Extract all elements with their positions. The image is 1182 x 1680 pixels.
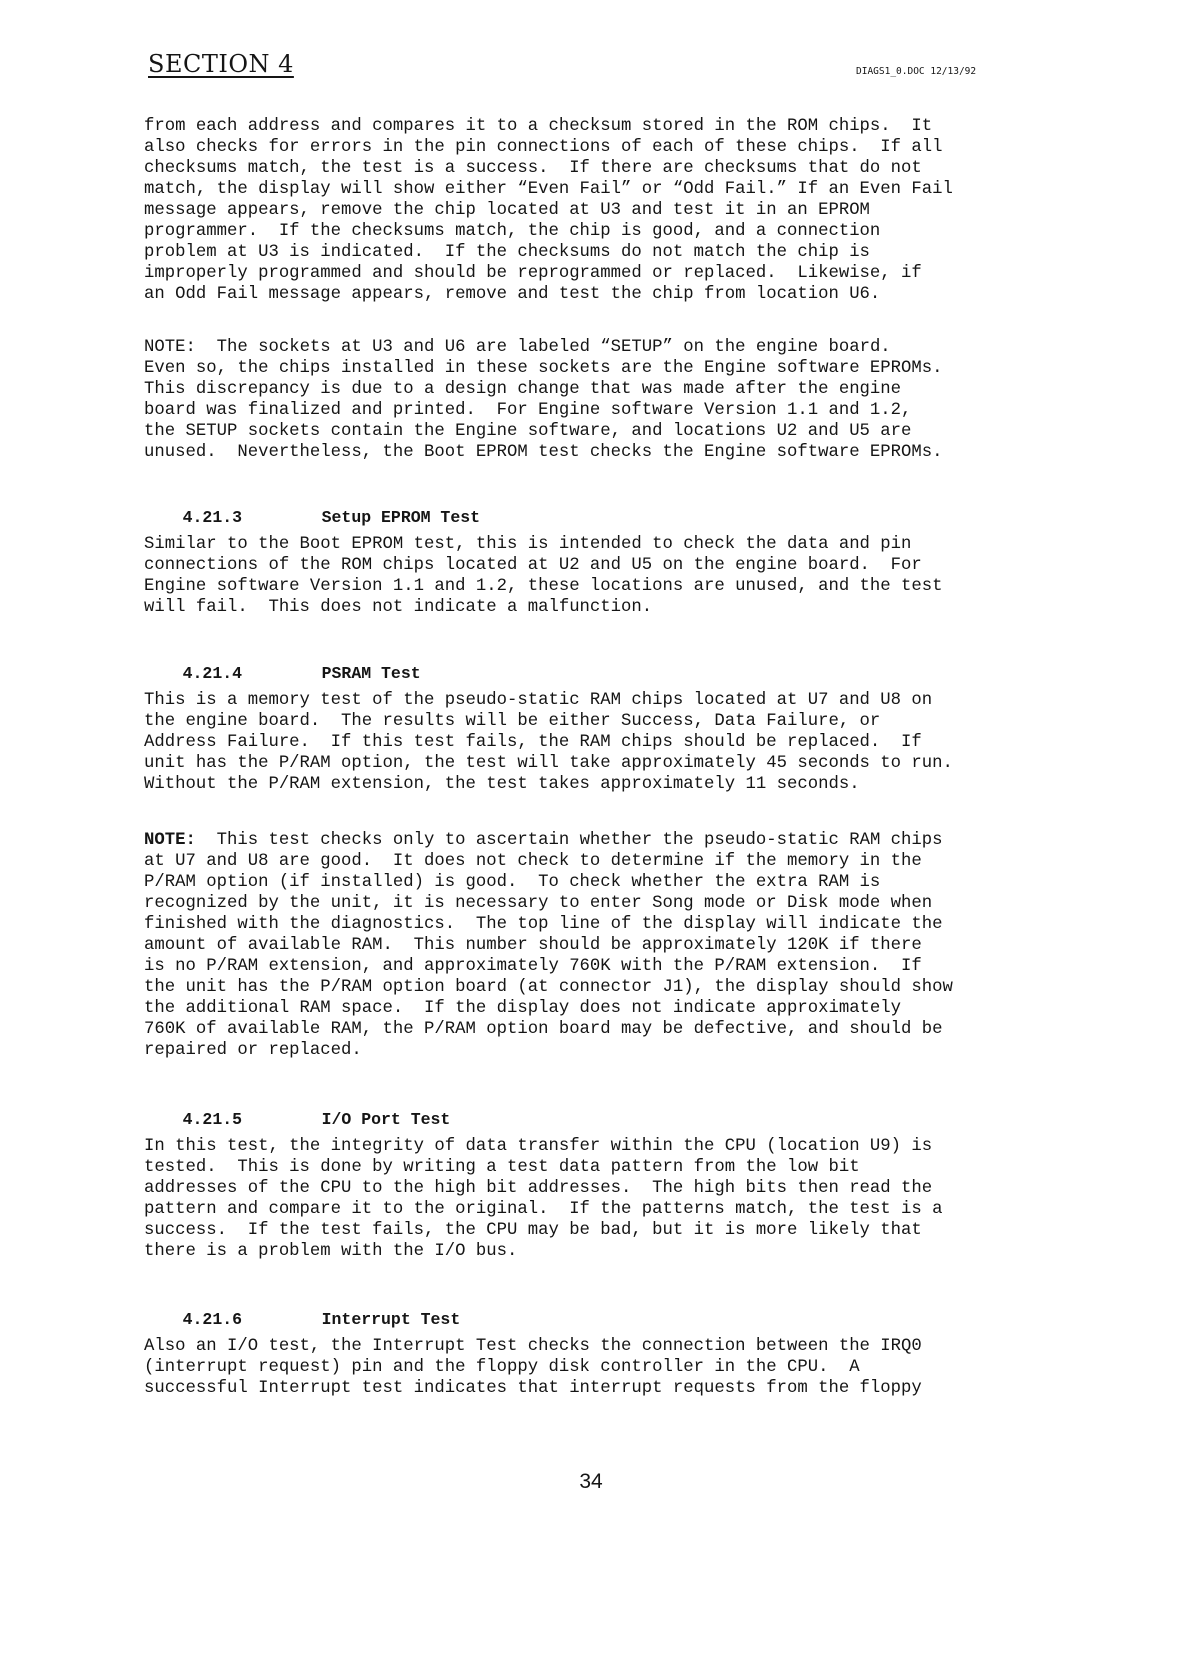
note-text: The sockets at U3 and U6 are labeled “SETUP” on the engine board. — [195, 338, 891, 357]
text-line: the additional RAM space. If the display does not indicate approximately — [144, 999, 902, 1018]
section-number: 4.21.5 — [182, 1110, 243, 1129]
text-line: P/RAM option (if installed) is good. To check whether the extra RAM is — [144, 873, 881, 892]
text-line: pattern and compare it to the original. If the patterns match, the test is a — [144, 1200, 943, 1219]
note-paragraph-1 — [144, 337, 1084, 463]
note-paragraph-2 — [144, 830, 1084, 1061]
text-line: message appears, remove the chip located at U3 and test it in an EPROM — [144, 201, 870, 220]
text-line: 760K of available RAM, the P/RAM option board may be defective, and should be — [144, 1020, 943, 1039]
section-heading-title: Setup EPROM Test — [321, 508, 481, 527]
text-line: Even so, the chips installed in these sockets are the Engine software EPROMs. — [144, 359, 943, 378]
text-line — [144, 337, 1084, 358]
text-line: finished with the diagnostics. The top line of the display will indicate the — [144, 915, 943, 934]
text-line: an Odd Fail message appears, remove and test the chip from location U6. — [144, 285, 881, 304]
section-title: SECTION 4 — [148, 50, 294, 78]
section-number: 4.21.3 — [182, 508, 243, 527]
section-paragraph — [144, 1136, 1084, 1262]
section-heading — [143, 641, 421, 683]
text-line: board was finalized and printed. For Engine software Version 1.1 and 1.2, — [144, 401, 912, 420]
section-paragraph — [144, 1336, 1084, 1399]
text-line: Address Failure. If this test fails, the RAM chips should be replaced. If — [144, 733, 922, 752]
document-reference: DIAGS1_0.DOC 12/13/92 — [856, 66, 977, 77]
section-number: 4.21.4 — [182, 664, 243, 683]
section-heading — [143, 1287, 461, 1329]
text-line: amount of available RAM. This number should be approximately 120K if there — [144, 936, 922, 955]
text-line: Also an I/O test, the Interrupt Test checks the connection between the IRQ0 — [144, 1337, 922, 1356]
text-line: programmer. If the checksums match, the chip is good, and a connection — [144, 222, 881, 241]
text-line: improperly programmed and should be reprogrammed or replaced. Likewise, if — [144, 264, 922, 283]
text-line: from each address and compares it to a checksum stored in the ROM chips. It — [144, 117, 933, 136]
text-line: Without the P/RAM extension, the test takes approximately 11 seconds. — [144, 775, 860, 794]
section-paragraph — [144, 534, 1084, 618]
note-text: This test checks only to ascertain whether the pseudo-static RAM chips — [195, 831, 943, 850]
text-line: This is a memory test of the pseudo-static RAM chips located at U7 and U8 on — [144, 691, 933, 710]
section-heading-title: I/O Port Test — [321, 1110, 451, 1129]
text-line: the SETUP sockets contain the Engine software, and locations U2 and U5 are — [144, 422, 912, 441]
text-line: success. If the test fails, the CPU may be bad, but it is more likely that — [144, 1221, 922, 1240]
text-line: successful Interrupt test indicates that interrupt requests from the floppy — [144, 1379, 922, 1398]
text-line: Engine software Version 1.1 and 1.2, these locations are unused, and the test — [144, 577, 943, 596]
text-line: will fail. This does not indicate a malfunction. — [144, 598, 653, 617]
text-line: In this test, the integrity of data transfer within the CPU (location U9) is — [144, 1137, 933, 1156]
text-line: unused. Nevertheless, the Boot EPROM test checks the Engine software EPROMs. — [144, 443, 943, 462]
text-line: This discrepancy is due to a design change that was made after the engine — [144, 380, 902, 399]
text-line: the unit has the P/RAM option board (at connector J1), the display should show — [144, 978, 953, 997]
section-heading — [143, 1087, 451, 1129]
page-number: 34 — [579, 1470, 603, 1493]
text-line: recognized by the unit, it is necessary to enter Song mode or Disk mode when — [144, 894, 933, 913]
text-line: there is a problem with the I/O bus. — [144, 1242, 518, 1261]
text-line: repaired or replaced. — [144, 1041, 362, 1060]
intro-paragraph — [144, 116, 1084, 305]
text-line — [144, 830, 1084, 851]
text-line: also checks for errors in the pin connections of each of these chips. If all — [144, 138, 943, 157]
note-label: NOTE: — [144, 831, 196, 850]
section-heading-title: PSRAM Test — [321, 664, 421, 683]
text-line: addresses of the CPU to the high bit addresses. The high bits then read the — [144, 1179, 933, 1198]
page-header — [148, 50, 1048, 84]
section-paragraph — [144, 690, 1084, 795]
text-line: the engine board. The results will be either Success, Data Failure, or — [144, 712, 881, 731]
text-line: checksums match, the test is a success. If there are checksums that do not — [144, 159, 922, 178]
text-line: match, the display will show either “Even Fail” or “Odd Fail.” If an Even Fail — [144, 180, 953, 199]
text-line: problem at U3 is indicated. If the checksums do not match the chip is — [144, 243, 870, 262]
text-line: tested. This is done by writing a test data pattern from the low bit — [144, 1158, 860, 1177]
text-line: is no P/RAM extension, and approximately 760K with the P/RAM extension. If — [144, 957, 922, 976]
text-line: unit has the P/RAM option, the test will take approximately 45 seconds to run. — [144, 754, 953, 773]
section-heading-title: Interrupt Test — [321, 1310, 461, 1329]
section-number: 4.21.6 — [182, 1310, 243, 1329]
text-line: connections of the ROM chips located at U2 and U5 on the engine board. For — [144, 556, 922, 575]
section-heading — [143, 485, 481, 527]
text-line: Similar to the Boot EPROM test, this is intended to check the data and pin — [144, 535, 912, 554]
text-line: (interrupt request) pin and the floppy disk controller in the CPU. A — [144, 1358, 860, 1377]
text-line: at U7 and U8 are good. It does not check to determine if the memory in the — [144, 852, 922, 871]
note-label: NOTE: — [144, 338, 196, 357]
